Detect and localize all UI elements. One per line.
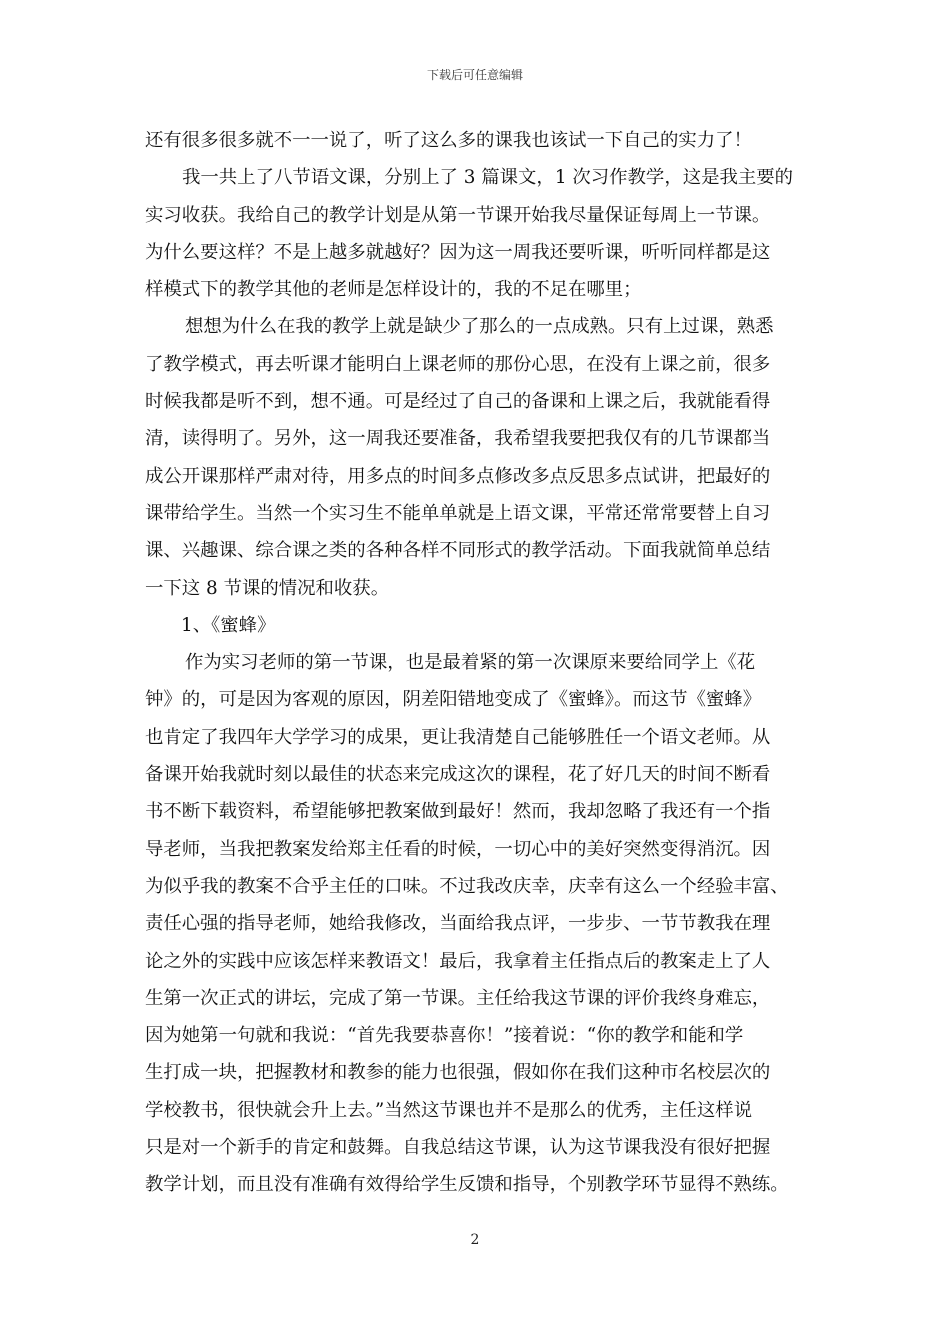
text-line: 成公开课那样严肃对待，用多点的时间多点修改多点反思多点试讲，把最好的 — [145, 465, 771, 487]
text-line: 生打成一块，把握教材和教参的能力也很强，假如你在我们这种市名校层次的 — [145, 1062, 771, 1084]
text-line: 教学计划，而且没有准确有效得给学生反馈和指导，个别教学环节显得不熟练。 — [145, 1174, 789, 1196]
text-line: 一下这 8 节课的情况和收获。 — [145, 577, 390, 599]
text-line: 备课开始我就时刻以最佳的状态来完成这次的课程，花了好几天的时间不断看 — [145, 764, 771, 786]
text-line: 样模式下的教学其他的老师是怎样设计的，我的不足在哪里； — [145, 279, 642, 301]
text-line: 清，读得明了。另外，这一周我还要准备，我希望我要把我仅有的几节课都当 — [145, 428, 771, 450]
paragraph-start: 作为实习老师的第一节课，也是最着紧的第一次课原来要给同学上《花 — [185, 652, 756, 674]
text-line: 只是对一个新手的肯定和鼓舞。自我总结这节课，认为这节课我没有很好把握 — [145, 1137, 771, 1159]
text-line: 因为她第一句就和我说：“首先我要恭喜你！”接着说：“你的教学和能和学 — [145, 1025, 744, 1047]
text-line: 了教学模式，再去听课才能明白上课老师的那份心思，在没有上课之前，很多 — [145, 353, 771, 375]
text-line: 责任心强的指导老师，她给我修改，当面给我点评，一步步、一节节教我在理 — [145, 913, 771, 935]
text-line: 实习收获。我给自己的教学计划是从第一节课开始我尽量保证每周上一节课。 — [145, 204, 771, 226]
section-heading: 1、《蜜蜂》 — [181, 614, 276, 636]
text-line: 还有很多很多就不一一说了，听了这么多的课我也该试一下自己的实力了！ — [145, 130, 752, 151]
page-number: 2 — [470, 1232, 480, 1248]
paragraph-start: 想想为什么在我的教学上就是缺少了那么的一点成熟。只有上过课，熟悉 — [185, 316, 774, 338]
text-line: 导老师，当我把教案发给郑主任看的时候，一切心中的美好突然变得消沉。因 — [145, 838, 771, 860]
text-line: 也肯定了我四年大学学习的成果，更让我清楚自己能够胜任一个语文老师。从 — [145, 726, 771, 748]
text-line: 课、兴趣课、综合课之类的各种各样不同形式的教学活动。下面我就简单总结 — [145, 540, 771, 562]
page-header: 下载后可任意编辑 — [426, 68, 523, 82]
text-line: 生第一次正式的讲坛，完成了第一节课。主任给我这节课的评价我终身难忘， — [145, 987, 771, 1009]
document-body — [145, 122, 811, 1204]
text-line: 为什么要这样？不是上越多就越好？因为这一周我还要听课，听听同样都是这 — [145, 241, 771, 263]
text-line: 为似乎我的教案不合乎主任的口味。不过我改庆幸，庆幸有这么一个经验丰富、 — [145, 875, 789, 897]
text-line: 书不断下载资料，希望能够把教案做到最好！然而，我却忽略了我还有一个指 — [145, 801, 771, 823]
text-line: 论之外的实践中应该怎样来教语文！最后，我拿着主任指点后的教案走上了人 — [145, 950, 771, 972]
text-line: 钟》的，可是因为客观的原因，阴差阳错地变成了《蜜蜂》。而这节《蜜蜂》 — [145, 689, 762, 711]
text-line: 课带给学生。当然一个实习生不能单单就是上语文课，平常还常常要替上自习 — [145, 502, 771, 524]
text-line: 时候我都是听不到，想不通。可是经过了自己的备课和上课之后，我就能看得 — [145, 391, 771, 413]
paragraph-start: 我一共上了八节语文课，分别上了 3 篇课文，1 次习作教学，这是我主要的 — [182, 167, 794, 189]
text-line: 学校教书，很快就会升上去。”当然这节课也并不是那么的优秀，主任这样说 — [145, 1099, 753, 1121]
